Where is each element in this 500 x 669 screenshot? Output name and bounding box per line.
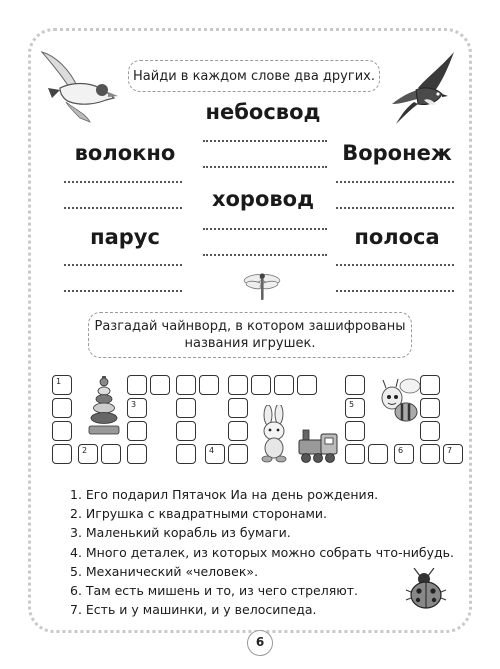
cell-number: 3 xyxy=(131,400,137,409)
grid-cell[interactable] xyxy=(150,375,170,395)
pyramid-toy-icon xyxy=(86,376,122,438)
seagull-icon xyxy=(36,48,120,126)
grid-cell[interactable] xyxy=(52,421,72,441)
word-khorovod: хоровод xyxy=(211,187,315,211)
cell-number: 4 xyxy=(209,446,215,455)
cell-number: 1 xyxy=(56,377,62,386)
grid-cell[interactable] xyxy=(176,375,196,395)
grid-cell[interactable] xyxy=(205,444,225,464)
word-parus: парус xyxy=(90,225,160,249)
clue-item: 3. Маленький корабль из бумаги. xyxy=(70,525,291,541)
grid-cell[interactable] xyxy=(228,421,248,441)
train-toy-icon xyxy=(297,426,341,466)
word-volokno: волокно xyxy=(74,141,176,165)
grid-cell[interactable] xyxy=(127,375,147,395)
clue-item: 4. Много деталек, из которых можно собрать что-нибудь. xyxy=(70,544,454,560)
ladybug-icon xyxy=(404,568,450,612)
word-nebosvod: небосвод xyxy=(205,100,321,124)
grid-cell[interactable] xyxy=(127,421,147,441)
instruction-box-2 xyxy=(88,312,412,358)
grid-cell[interactable] xyxy=(78,444,98,464)
word-voronezh: Воронеж xyxy=(342,141,452,165)
answer-line[interactable] xyxy=(64,290,182,292)
instruction-box-1 xyxy=(128,60,380,92)
grid-cell[interactable] xyxy=(420,444,440,464)
answer-line[interactable] xyxy=(336,207,454,209)
instruction-text-1: Найди в каждом слове два других. xyxy=(133,69,375,84)
grid-cell[interactable] xyxy=(345,444,365,464)
grid-cell[interactable] xyxy=(274,375,294,395)
instruction-text-2: Разгадай чайнворд, в котором зашифрованы названия игрушек. xyxy=(94,319,406,351)
grid-cell[interactable] xyxy=(228,444,248,464)
grid-cell[interactable] xyxy=(251,375,271,395)
grid-cell[interactable] xyxy=(228,375,248,395)
cell-number: 6 xyxy=(398,446,404,455)
answer-line[interactable] xyxy=(336,181,454,183)
bunny-toy-icon xyxy=(255,405,293,463)
word-polosa: полоса xyxy=(354,225,440,249)
grid-cell[interactable] xyxy=(345,421,365,441)
grid-cell[interactable] xyxy=(345,375,365,395)
grid-cell[interactable] xyxy=(52,444,72,464)
grid-cell[interactable] xyxy=(127,444,147,464)
answer-line[interactable] xyxy=(203,254,327,256)
cell-number: 7 xyxy=(447,446,453,455)
answer-line[interactable] xyxy=(203,228,327,230)
answer-line[interactable] xyxy=(336,264,454,266)
grid-cell[interactable] xyxy=(199,375,219,395)
answer-line[interactable] xyxy=(336,290,454,292)
grid-cell[interactable] xyxy=(394,444,414,464)
grid-cell[interactable] xyxy=(52,375,72,395)
grid-cell[interactable] xyxy=(101,444,121,464)
cell-number: 5 xyxy=(349,400,355,409)
cell-number: 2 xyxy=(82,446,88,455)
clue-item: 7. Есть и у машинки, и у велосипеда. xyxy=(70,602,317,618)
grid-cell[interactable] xyxy=(345,398,365,418)
page-number: 6 xyxy=(247,630,273,656)
grid-cell[interactable] xyxy=(368,444,388,464)
dragonfly-icon xyxy=(242,270,282,302)
grid-cell[interactable] xyxy=(297,375,317,395)
clue-item: 5. Механический «человек». xyxy=(70,563,259,579)
grid-cell[interactable] xyxy=(176,421,196,441)
clue-item: 6. Там есть мишень и то, из чего стреляют. xyxy=(70,583,359,599)
grid-cell[interactable] xyxy=(443,444,463,464)
clue-item: 1. Его подарил Пятачок Иа на день рождения. xyxy=(70,487,379,502)
swallow-icon xyxy=(388,48,460,126)
answer-line[interactable] xyxy=(203,166,327,168)
answer-line[interactable] xyxy=(64,207,182,209)
grid-cell[interactable] xyxy=(176,398,196,418)
grid-cell[interactable] xyxy=(52,398,72,418)
grid-cell[interactable] xyxy=(127,398,147,418)
answer-line[interactable] xyxy=(203,140,327,142)
clue-list xyxy=(70,485,454,619)
grid-cell[interactable] xyxy=(228,398,248,418)
answer-line[interactable] xyxy=(64,181,182,183)
clue-item: 2. Игрушка с квадратными сторонами. xyxy=(70,506,328,522)
answer-line[interactable] xyxy=(64,264,182,266)
bee-icon xyxy=(378,376,424,426)
grid-cell[interactable] xyxy=(176,444,196,464)
